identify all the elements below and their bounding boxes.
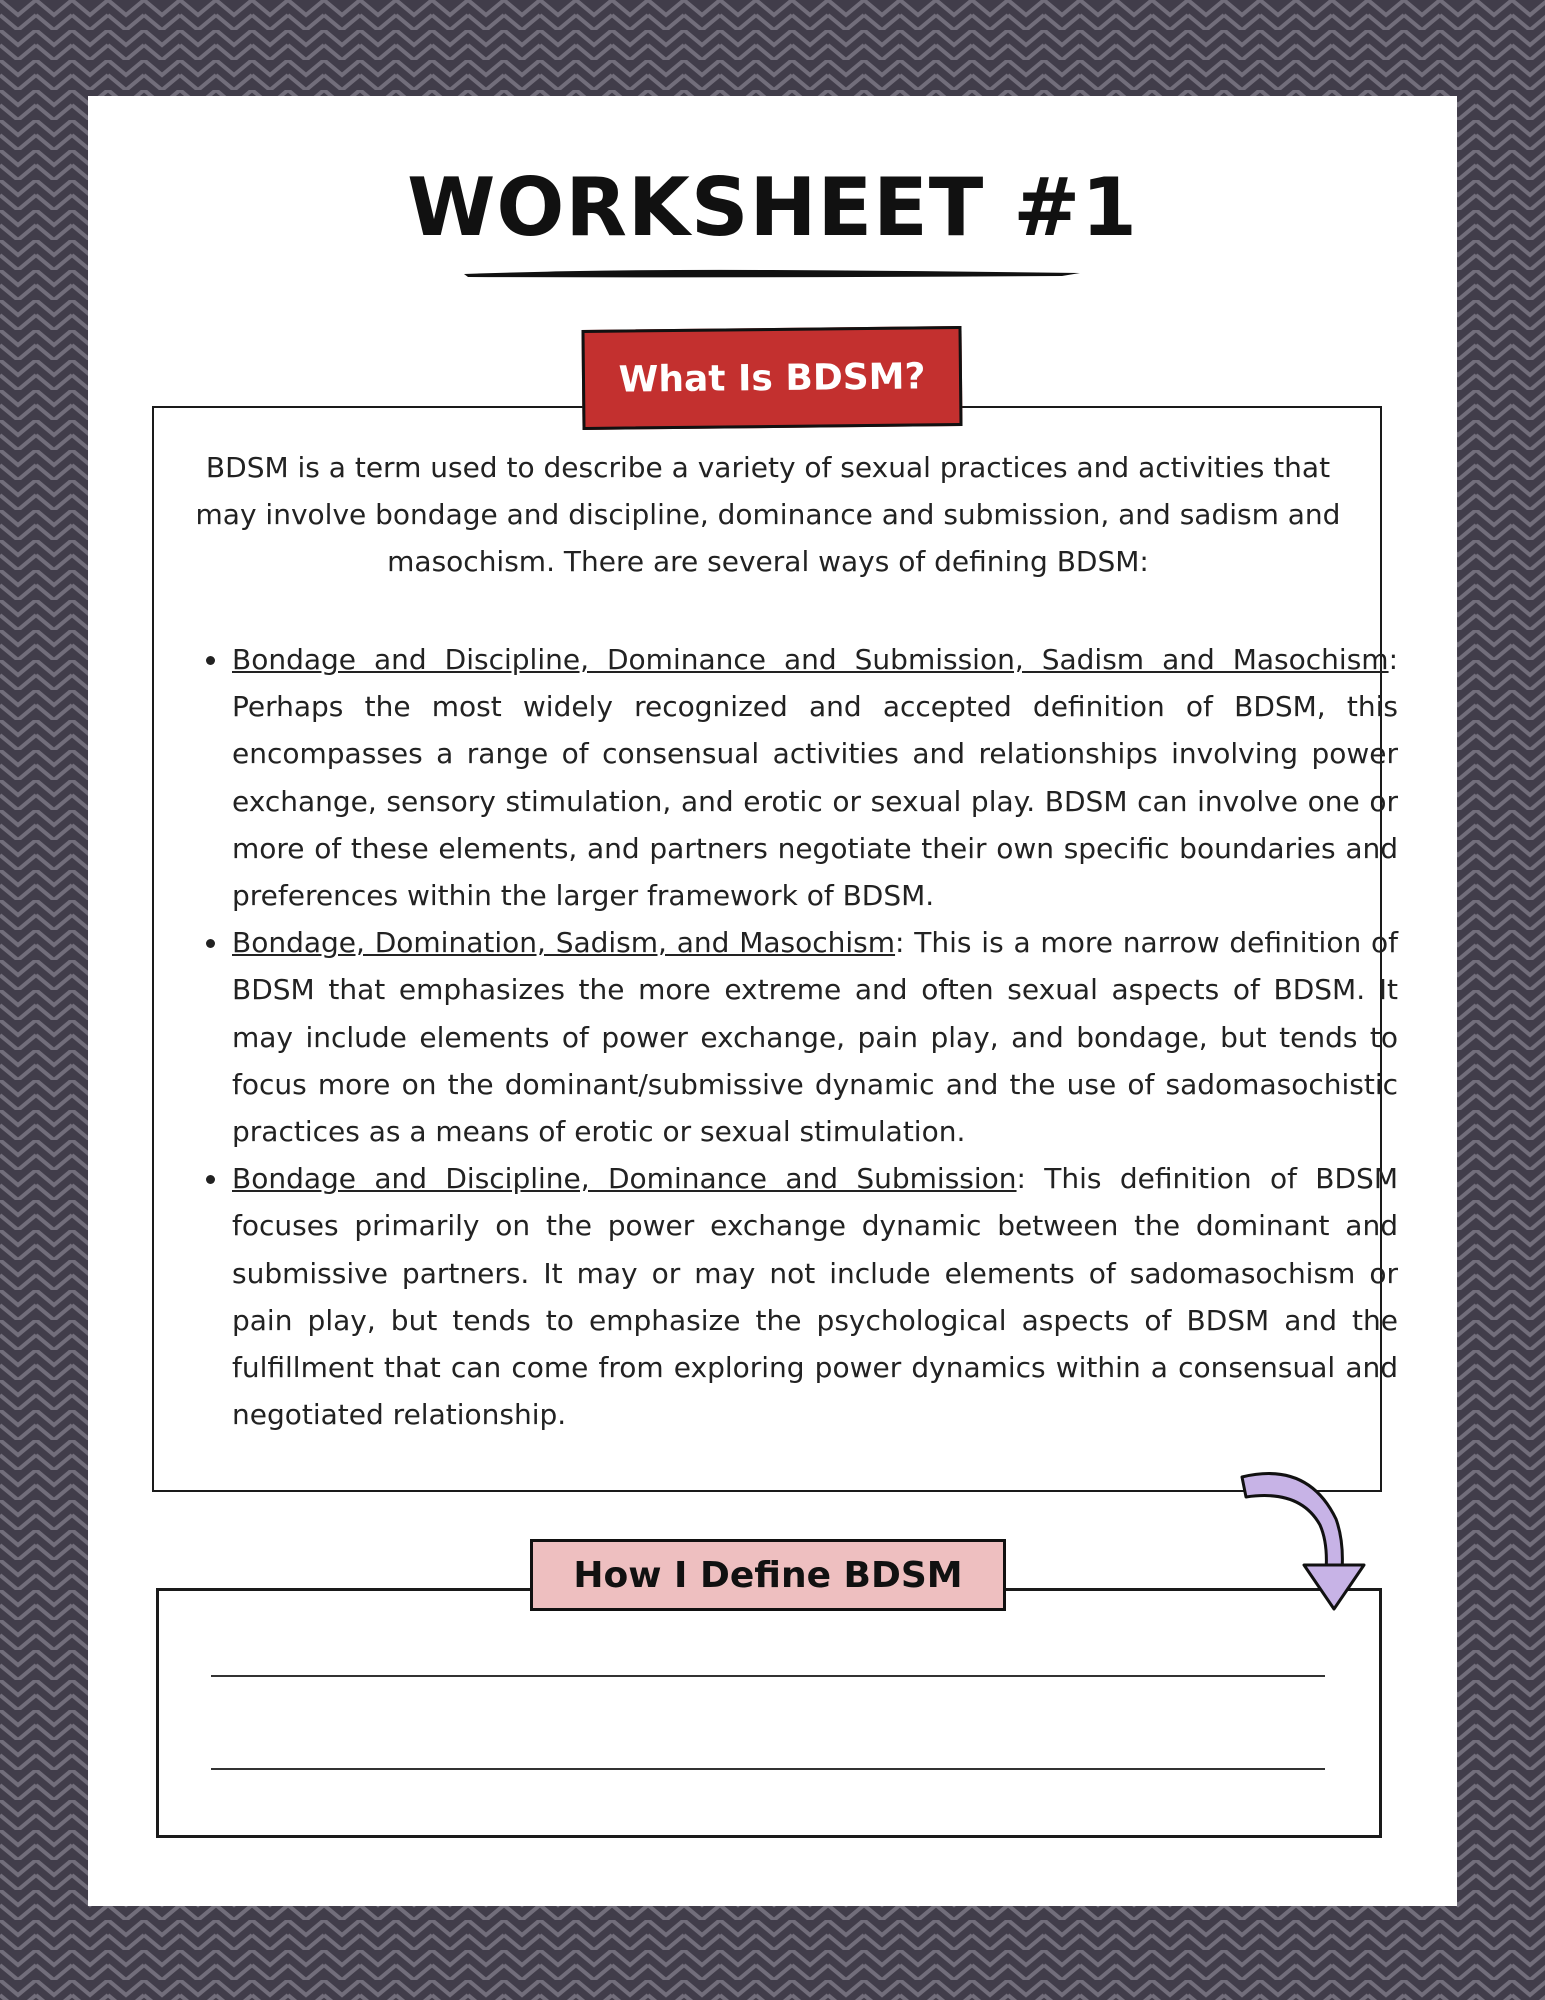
curved-arrow-down-icon xyxy=(1238,1459,1378,1639)
definition-text: : This is a more narrow definition of BDSM that emphasizes the more extreme and often sexual aspects of BDSM. It may include elements of power exchange, pain play, and bondage, but tends to focus more on the dominant/submissive dynamic and the use of sadomasochistic practices as a means of erotic or sexual stimulation. xyxy=(232,926,1398,1149)
worksheet-page xyxy=(88,96,1457,1906)
list-item xyxy=(230,1155,1398,1438)
definition-term: Bondage and Discipline, Dominance and Submission xyxy=(232,1162,1017,1196)
writing-line-1[interactable] xyxy=(211,1675,1325,1677)
title-underline xyxy=(462,266,1082,280)
definition-list xyxy=(176,636,1398,1438)
intro-paragraph: BDSM is a term used to describe a variety of sexual practices and activities that may involve bondage and discipline, dominance and submission, and sadism and masochism. There are several ways of defining BDSM: xyxy=(195,451,1341,578)
list-item xyxy=(230,636,1398,919)
definition-term: Bondage, Domination, Sadism, and Masochism xyxy=(232,926,896,960)
definition-term: Bondage and Discipline, Dominance and Submission, Sadism and Masochism xyxy=(232,643,1389,676)
answer-box xyxy=(156,1588,1382,1838)
list-item xyxy=(230,919,1398,1155)
section-label-what-is: What Is BDSM? xyxy=(581,326,962,430)
page-title: WORKSHEET #1 xyxy=(407,161,1138,254)
definition-text: : This definition of BDSM focuses primarily on the power exchange dynamic between the dominant and submissive partners. It may or may not include elements of sadomasochism or pain play, but tends to emphasize the psychological aspects of BDSM and the fulfillment that can come from exploring power dynamics within a consensual and negotiated relationship. xyxy=(232,1162,1398,1432)
writing-line-2[interactable] xyxy=(211,1768,1325,1770)
definition-text: : Perhaps the most widely recognized and accepted definition of BDSM, this encompasses a range of consensual activities and relationships involving power exchange, sensory stimulation, and erotic or sexual play. BDSM can involve one or more of these elements, and partners negotiate their own specific boundaries and preferences within the larger framework of BDSM. xyxy=(232,643,1398,913)
section-label-how-i-define: How I Define BDSM xyxy=(530,1539,1006,1611)
